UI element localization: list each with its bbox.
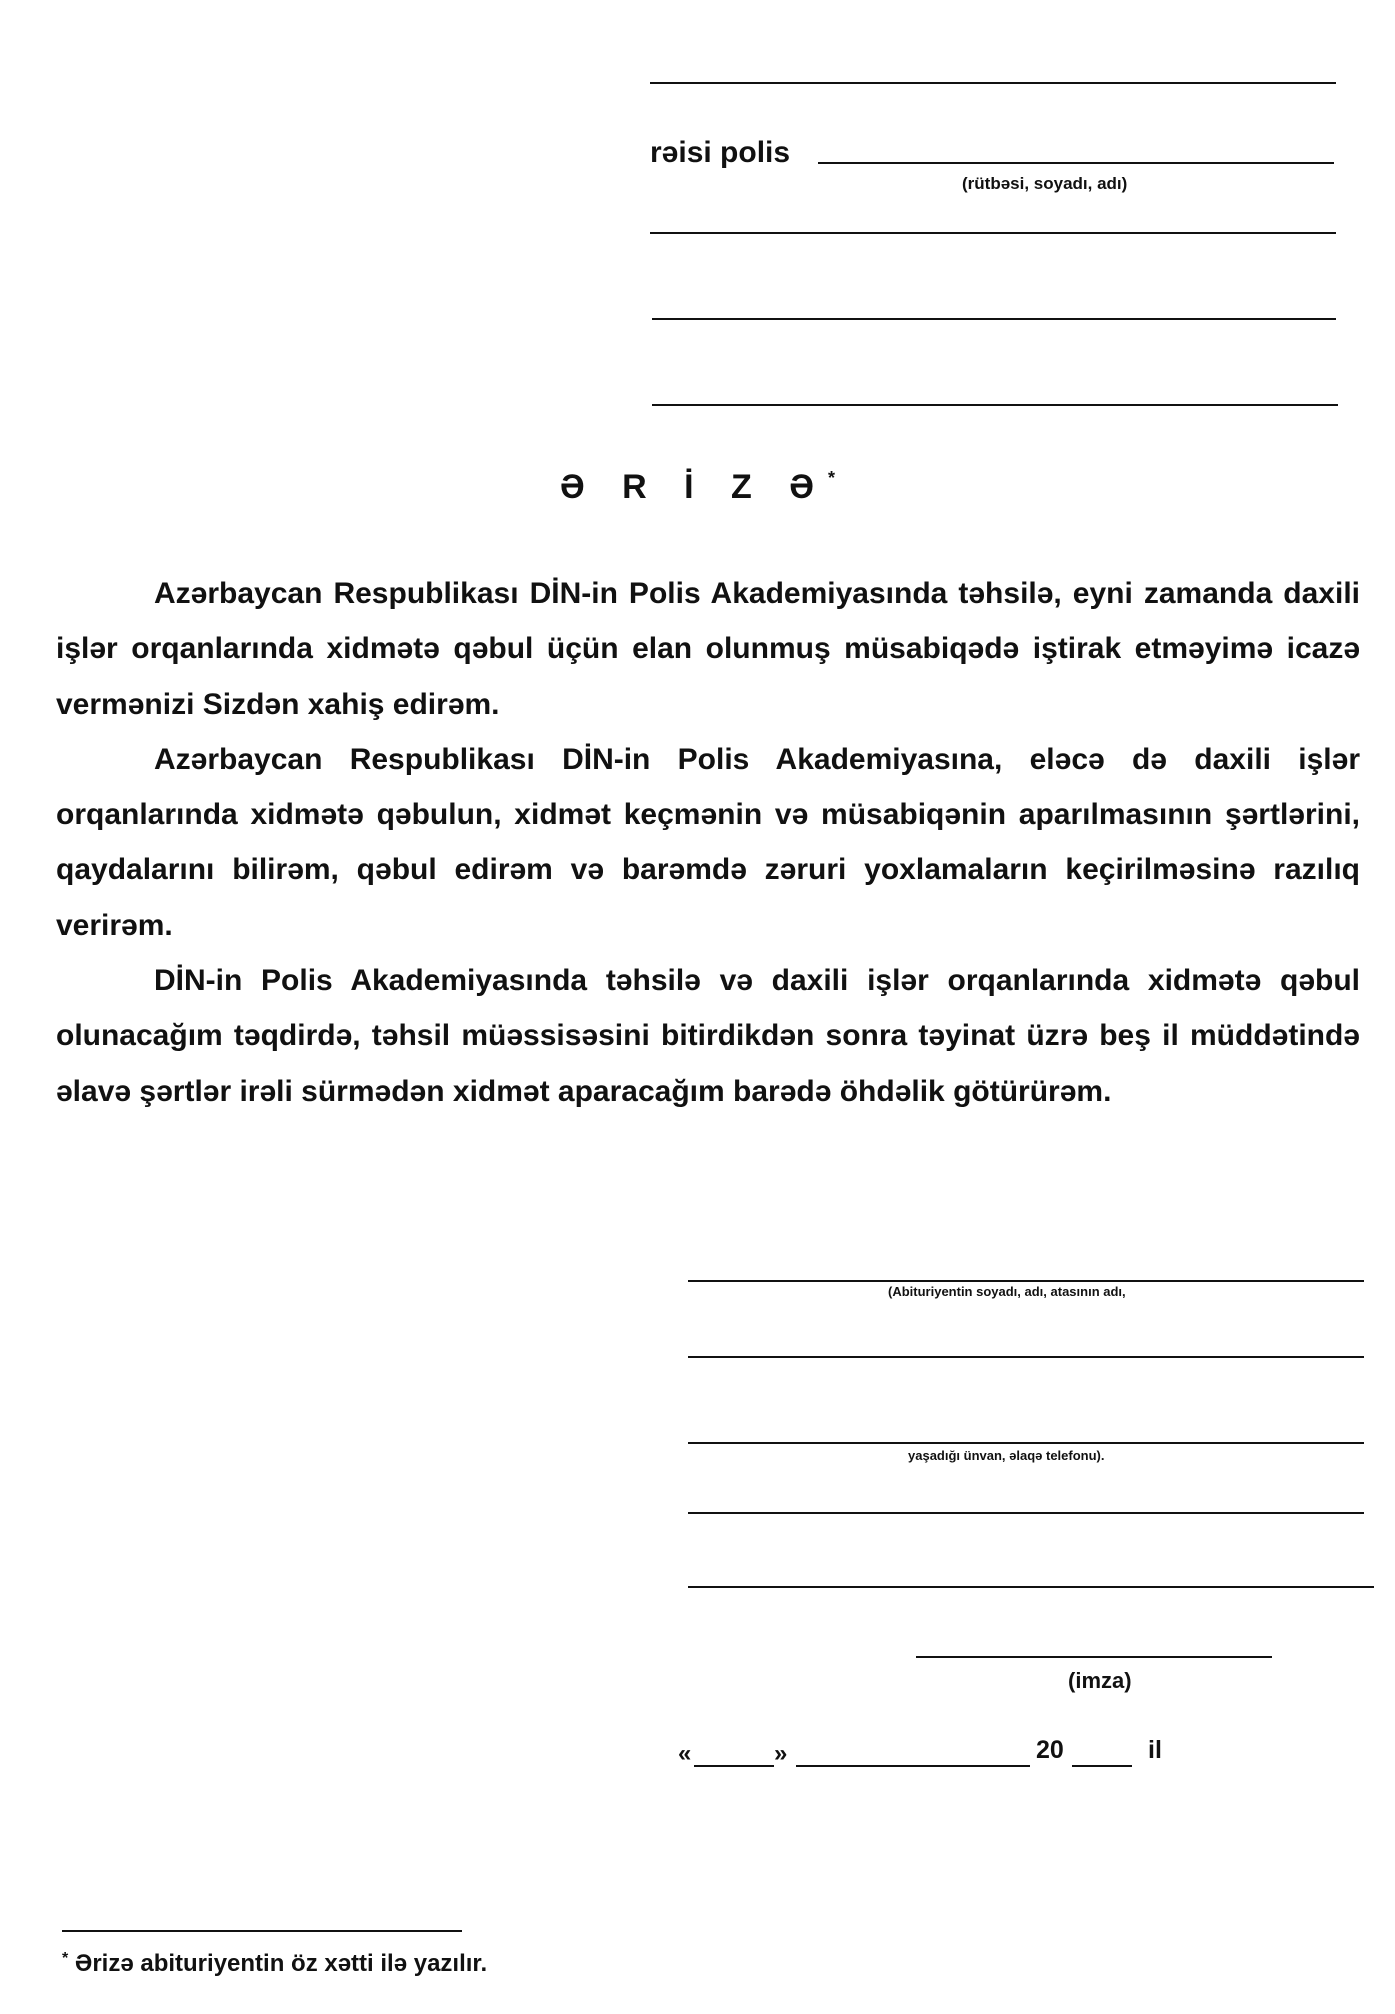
page-title: [0, 468, 1395, 507]
title-text: Ə R İ Z Ə: [560, 468, 828, 506]
applicant-line-2[interactable]: [688, 1356, 1364, 1358]
address-line-3[interactable]: [652, 318, 1336, 320]
signature-line[interactable]: [916, 1656, 1272, 1658]
paragraph-3: DİN-in Polis Akademiyasında təhsilə və daxili işlər orqanlarında xidmətə qəbul olunacağım təqdirdə, təhsil müəssisəsini bitirdikdən sonra təyinat üzrə beş il müddətində əlavə şərtlər irəli sürmədən xidmət aparacağım barədə öhdəlik götürürəm.: [56, 964, 1360, 1108]
applicant-line-4[interactable]: [688, 1512, 1364, 1514]
footnote: [62, 1950, 487, 1978]
title-footnote-mark: *: [827, 468, 835, 488]
application-body: [56, 566, 1360, 1119]
applicant-address-caption: yaşadığı ünvan, əlaqə telefonu).: [908, 1448, 1105, 1463]
date-year-prefix: 20: [1036, 1736, 1064, 1764]
footnote-mark: *: [62, 1950, 69, 1967]
date-year-line[interactable]: [1072, 1765, 1132, 1767]
address-line-1[interactable]: [650, 82, 1336, 84]
date-month-line[interactable]: [796, 1765, 1030, 1767]
address-line-2[interactable]: [650, 232, 1336, 234]
date-close-quote: »: [774, 1740, 788, 1767]
address-line-4[interactable]: [652, 404, 1338, 406]
rank-name-caption: (rütbəsi, soyadı, adı): [962, 174, 1128, 193]
rank-name-line[interactable]: [818, 162, 1334, 164]
footnote-text: Ərizə abituriyentin öz xətti ilə yazılır.: [74, 1950, 488, 1977]
signature-caption: (imza): [1068, 1668, 1132, 1693]
date-day-line[interactable]: [694, 1765, 774, 1767]
date-open-quote: «: [678, 1740, 692, 1767]
paragraph-2: Azərbaycan Respublikası DİN-in Polis Akademiyasına, eləcə də daxili işlər orqanlarında xidmətə qəbulun, xidmət keçmənin və müsabiqənin aparılmasının şərtlərini, qaydalarını bilirəm, qəbul edirəm və barəmdə zəruri yoxlamaların keçirilməsinə razılıq verirəm.: [56, 742, 1360, 942]
applicant-line-5[interactable]: [688, 1586, 1374, 1588]
footnote-divider: [62, 1930, 462, 1932]
applicant-name-line[interactable]: [688, 1280, 1364, 1282]
position-label: rəisi polis: [650, 136, 791, 169]
applicant-name-caption: (Abituriyentin soyadı, adı, atasının adı,: [888, 1284, 1126, 1299]
paragraph-1: Azərbaycan Respublikası DİN-in Polis Akademiyasında təhsilə, eyni zamanda daxili işlər orqanlarında xidmətə qəbul üçün elan olunmuş müsabiqədə iştirak etməyimə icazə vermənizi Sizdən xahiş edirəm.: [56, 577, 1360, 721]
date-year-suffix: il: [1148, 1736, 1162, 1764]
applicant-address-line[interactable]: [688, 1442, 1364, 1444]
